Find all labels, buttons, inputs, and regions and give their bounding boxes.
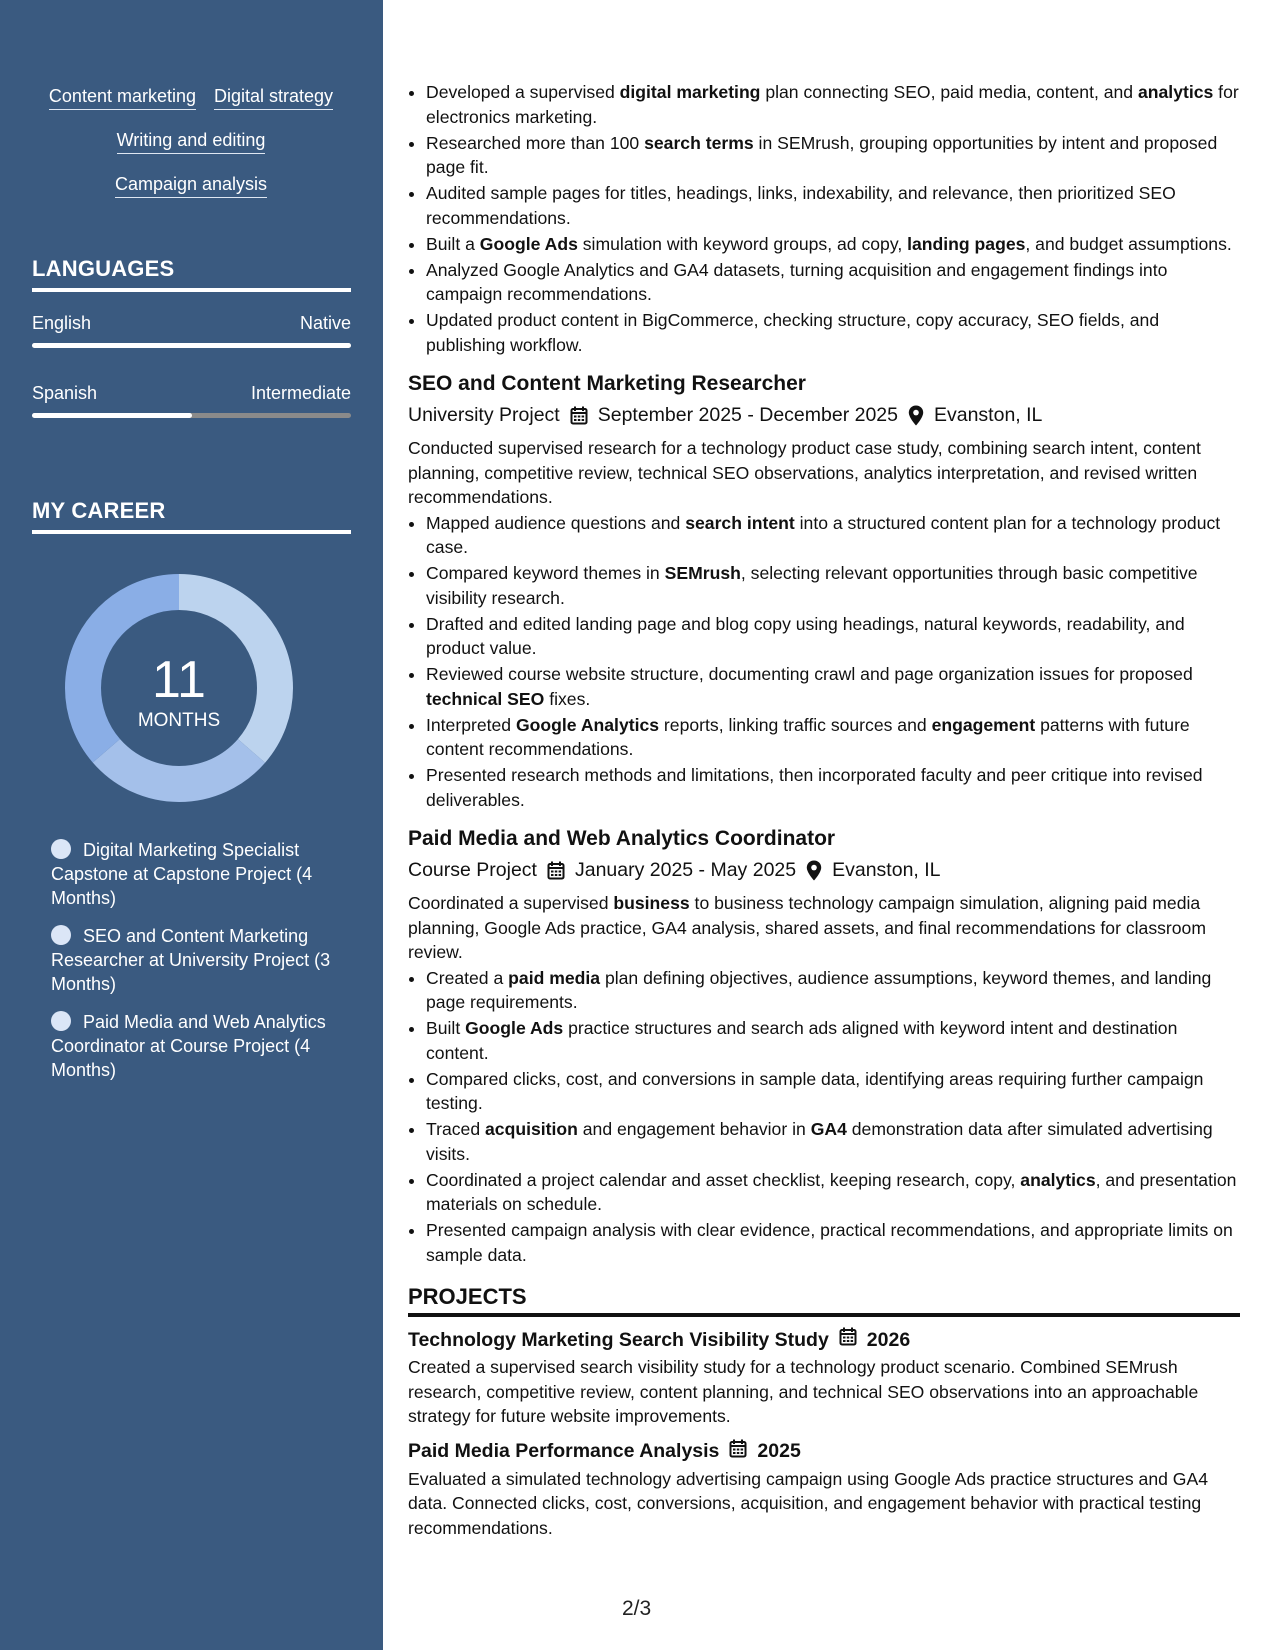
bullet-item: • Presented campaign analysis with clear evidence, practical recommendations, and appropriate limits on sample data. [426, 1218, 1240, 1267]
bullet-item: • Reviewed course website structure, documenting crawl and page organization issues for proposed technical SEO fixes. [426, 662, 1240, 711]
language-name: English [32, 313, 92, 333]
intro-bullets [408, 80, 1240, 357]
job-bullets [408, 511, 1240, 813]
career-donut-chart [64, 573, 294, 803]
job-org: University Project [408, 404, 560, 426]
language-level: Native [299, 313, 351, 333]
language-spanish [32, 383, 351, 418]
proficiency-fill [32, 343, 351, 348]
language-english [32, 313, 351, 348]
job-dates: January 2025 - May 2025 [574, 859, 797, 881]
job-summary: Coordinated a supervised business to business technology campaign simulation, aligning paid media planning, Google Ads practice, GA4 analysis, shared assets, and final recommendations for classroom review. [408, 893, 1206, 962]
proficiency-fill [32, 413, 192, 418]
calendar-icon [729, 1439, 747, 1464]
proficiency-bar [32, 413, 351, 418]
job-meta [408, 858, 1240, 882]
bullet-item: • Updated product content in BigCommerce, checking structure, copy accuracy, SEO fields, and publishing workflow. [426, 308, 1240, 357]
language-level: Intermediate [250, 383, 351, 403]
location-pin-icon [806, 860, 822, 881]
project-year: 2025 [757, 1440, 801, 1462]
bullet-item: • Audited sample pages for titles, headings, links, indexability, and relevance, then prioritized SEO recommendations. [426, 181, 1240, 230]
career-total-number: 11 [152, 651, 206, 709]
language-name: Spanish [32, 383, 98, 403]
bullet-item: • Traced acquisition and engagement behavior in GA4 demonstration data after simulated advertising visits. [426, 1117, 1240, 1166]
career-item: Paid Media and Web Analytics Coordinator at Course Project (4 Months) [51, 1012, 326, 1080]
calendar-icon [839, 1327, 857, 1352]
bullet-item: • Compared clicks, cost, and conversions in sample data, identifying areas requiring further campaign testing. [426, 1067, 1240, 1116]
job-summary: Conducted supervised research for a technology product case study, combining search intent, content planning, competitive review, technical SEO observations, analytics interpretation, and revised written recommendations. [408, 438, 1201, 507]
career-heading: MY CAREER [32, 498, 351, 534]
project-title: Paid Media Performance Analysis [408, 1440, 720, 1462]
project-title: Technology Marketing Search Visibility Study [408, 1328, 829, 1351]
project-year: 2026 [866, 1328, 911, 1351]
bullet-item: • Researched more than 100 search terms in SEMrush, grouping opportunities by intent and proposed page fit. [426, 131, 1240, 180]
bullet-item: • Coordinated a project calendar and asset checklist, keeping research, copy, analytics, and presentation materials on schedule. [426, 1168, 1240, 1217]
calendar-icon [570, 406, 588, 425]
bullet-item: • Built a Google Ads simulation with keyword groups, ad copy, landing pages, and budget assumptions. [426, 232, 1240, 257]
bullet-dot-icon [51, 925, 71, 945]
skill-tag: Content marketing [49, 86, 196, 110]
job-location: Evanston, IL [933, 404, 1043, 426]
career-list [51, 838, 341, 1096]
job-bullets [408, 966, 1240, 1268]
bullet-item: • Compared keyword themes in SEMrush, selecting relevant opportunities through basic competitive visibility research. [426, 561, 1240, 610]
career-total-unit: MONTHS [137, 710, 221, 731]
skill-tag: Campaign analysis [115, 174, 267, 198]
skills-list [32, 86, 350, 218]
career-item: SEO and Content Marketing Researcher at University Project (3 Months) [51, 926, 331, 994]
bullet-item: • Analyzed Google Analytics and GA4 datasets, turning acquisition and engagement findings into campaign recommendations. [426, 258, 1240, 307]
bullet-dot-icon [51, 839, 71, 859]
languages-heading: LANGUAGES [32, 256, 351, 292]
job-title: Paid Media and Web Analytics Coordinator [408, 827, 836, 850]
job-org: Course Project [408, 859, 537, 881]
bullet-item: • Created a paid media plan defining objectives, audience assumptions, keyword themes, and landing page requirements. [426, 966, 1240, 1015]
projects-heading: PROJECTS [408, 1284, 1240, 1317]
location-pin-icon [908, 405, 924, 426]
main-content [408, 80, 1240, 1550]
bullet-item: • Mapped audience questions and search intent into a structured content plan for a technology product case. [426, 511, 1240, 560]
bullet-item: • Built Google Ads practice structures and search ads aligned with keyword intent and destination content. [426, 1016, 1240, 1065]
bullet-item: • Interpreted Google Analytics reports, linking traffic sources and engagement patterns with future content recommendations. [426, 713, 1240, 762]
bullet-item: • Drafted and edited landing page and blog copy using headings, natural keywords, readability, and product value. [426, 612, 1240, 661]
calendar-icon [547, 861, 565, 880]
bullet-item: • Developed a supervised digital marketing plan connecting SEO, paid media, content, and analytics for electronics marketing. [426, 80, 1240, 129]
skill-tag: Writing and editing [117, 130, 266, 154]
proficiency-bar [32, 343, 351, 348]
job-location: Evanston, IL [832, 859, 941, 881]
sidebar [0, 0, 383, 1650]
skill-tag: Digital strategy [214, 86, 333, 110]
job-title: SEO and Content Marketing Researcher [408, 372, 806, 395]
bullet-dot-icon [51, 1011, 71, 1031]
job-meta [408, 403, 1240, 427]
project-description: Evaluated a simulated technology advertising campaign using Google Ads practice structures and GA4 data. Connected clicks, cost, conversions, acquisition, and engagement behavior with practical testing recommendations. [408, 1468, 1208, 1538]
bullet-item: • Presented research methods and limitations, then incorporated faculty and peer critique into revised deliverables. [426, 763, 1240, 812]
page-number: 2/3 [622, 1597, 652, 1620]
project-description: Created a supervised search visibility study for a technology product scenario. Combined SEMrush research, competitive review, content planning, and technical SEO observations into an approachable strategy for future website improvements. [408, 1357, 1199, 1426]
job-dates: September 2025 - December 2025 [597, 404, 898, 426]
project-title-row [408, 1439, 1240, 1464]
career-item: Digital Marketing Specialist Capstone at Capstone Project (4 Months) [51, 840, 313, 908]
project-title-row [408, 1327, 1240, 1352]
